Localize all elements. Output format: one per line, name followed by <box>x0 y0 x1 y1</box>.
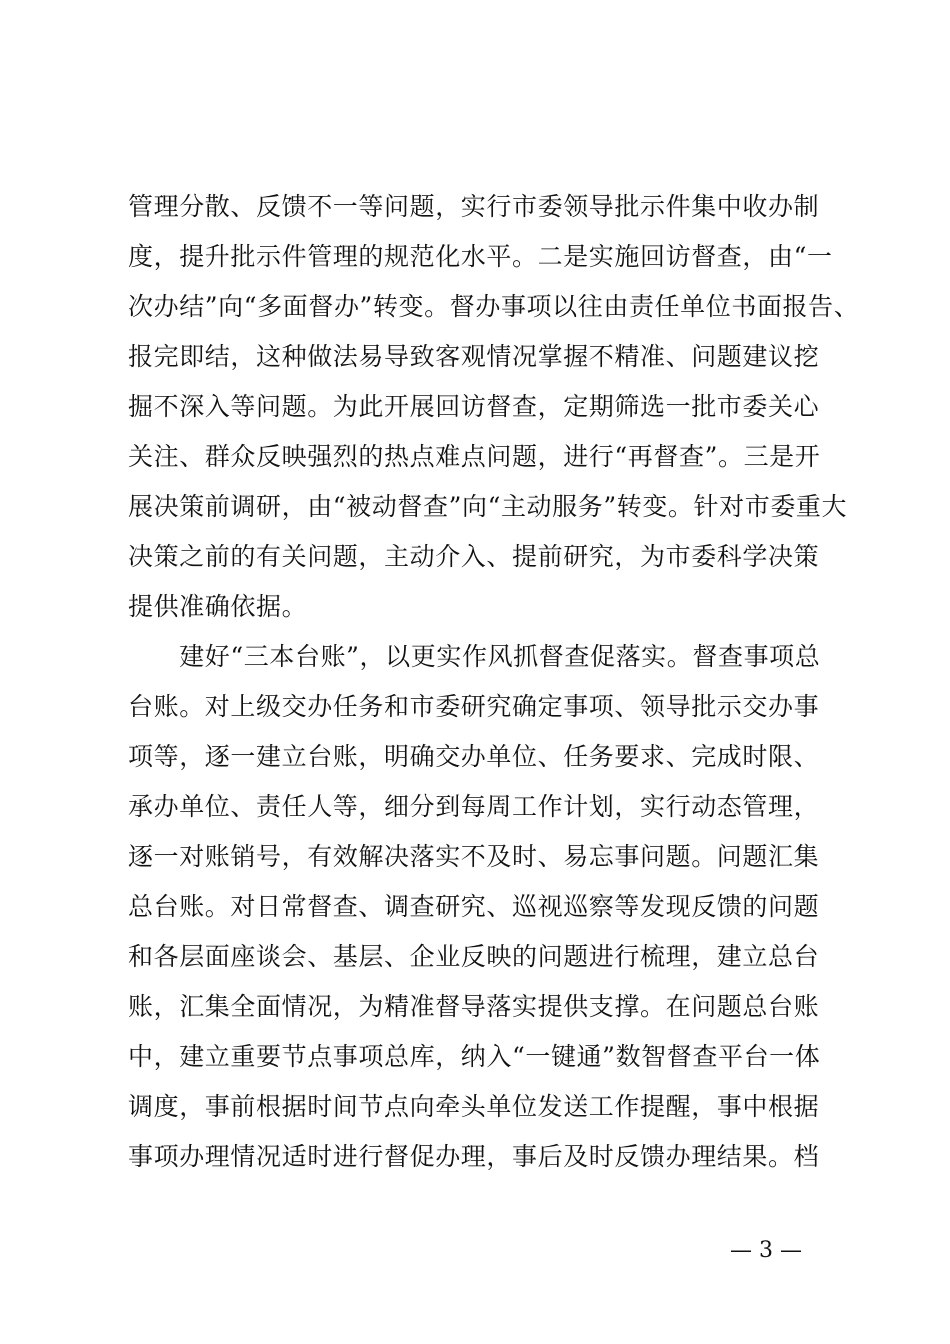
text-line: 决策之前的有关问题，主动介入、提前研究，为市委科学决策 <box>128 542 820 571</box>
text-line: 中，建立重要节点事项总库，纳入“一键通”数智督查平台一体 <box>128 1042 821 1071</box>
text-line: 掘不深入等问题。为此开展回访督查，定期筛选一批市委关心 <box>128 392 820 421</box>
text-line: 次办结”向“多面督办”转变。督办事项以往由责任单位书面报告、 <box>128 292 860 321</box>
text-line: 项等，逐一建立台账，明确交办单位、任务要求、完成时限、 <box>128 742 820 771</box>
text-line: 调度，事前根据时间节点向牵头单位发送工作提醒，事中根据 <box>128 1092 820 1121</box>
text-line: 管理分散、反馈不一等问题，实行市委领导批示件集中收办制 <box>128 192 820 221</box>
text-line: 关注、群众反映强烈的热点难点问题，进行“再督查”。三是开 <box>128 442 821 471</box>
text-line: 台账。对上级交办任务和市委研究确定事项、领导批示交办事 <box>128 692 820 721</box>
text-line: 总台账。对日常督查、调查研究、巡视巡察等发现反馈的问题 <box>128 892 820 921</box>
text-line: 和各层面座谈会、基层、企业反映的问题进行梳理，建立总台 <box>128 942 820 971</box>
text-line: 度，提升批示件管理的规范化水平。二是实施回访督查，由“一 <box>128 242 833 271</box>
text-line: 账，汇集全面情况，为精准督导落实提供支撑。在问题总台账 <box>128 992 820 1021</box>
body-text <box>128 182 860 1182</box>
text-line: 展决策前调研，由“被动督查”向“主动服务”转变。针对市委重大 <box>128 492 848 521</box>
text-line: 承办单位、责任人等，细分到每周工作计划，实行动态管理， <box>128 792 820 821</box>
page-number: — 3 — <box>730 1238 802 1263</box>
text-line: 逐一对账销号，有效解决落实不及时、易忘事问题。问题汇集 <box>128 842 820 871</box>
text-line: 事项办理情况适时进行督促办理，事后及时反馈办理结果。档 <box>128 1142 820 1171</box>
text-line: 建好“三本台账”，以更实作风抓督查促落实。督查事项总 <box>128 642 821 671</box>
text-line: 报完即结，这种做法易导致客观情况掌握不精准、问题建议挖 <box>128 342 820 371</box>
text-line: 提供准确依据。 <box>128 592 308 621</box>
